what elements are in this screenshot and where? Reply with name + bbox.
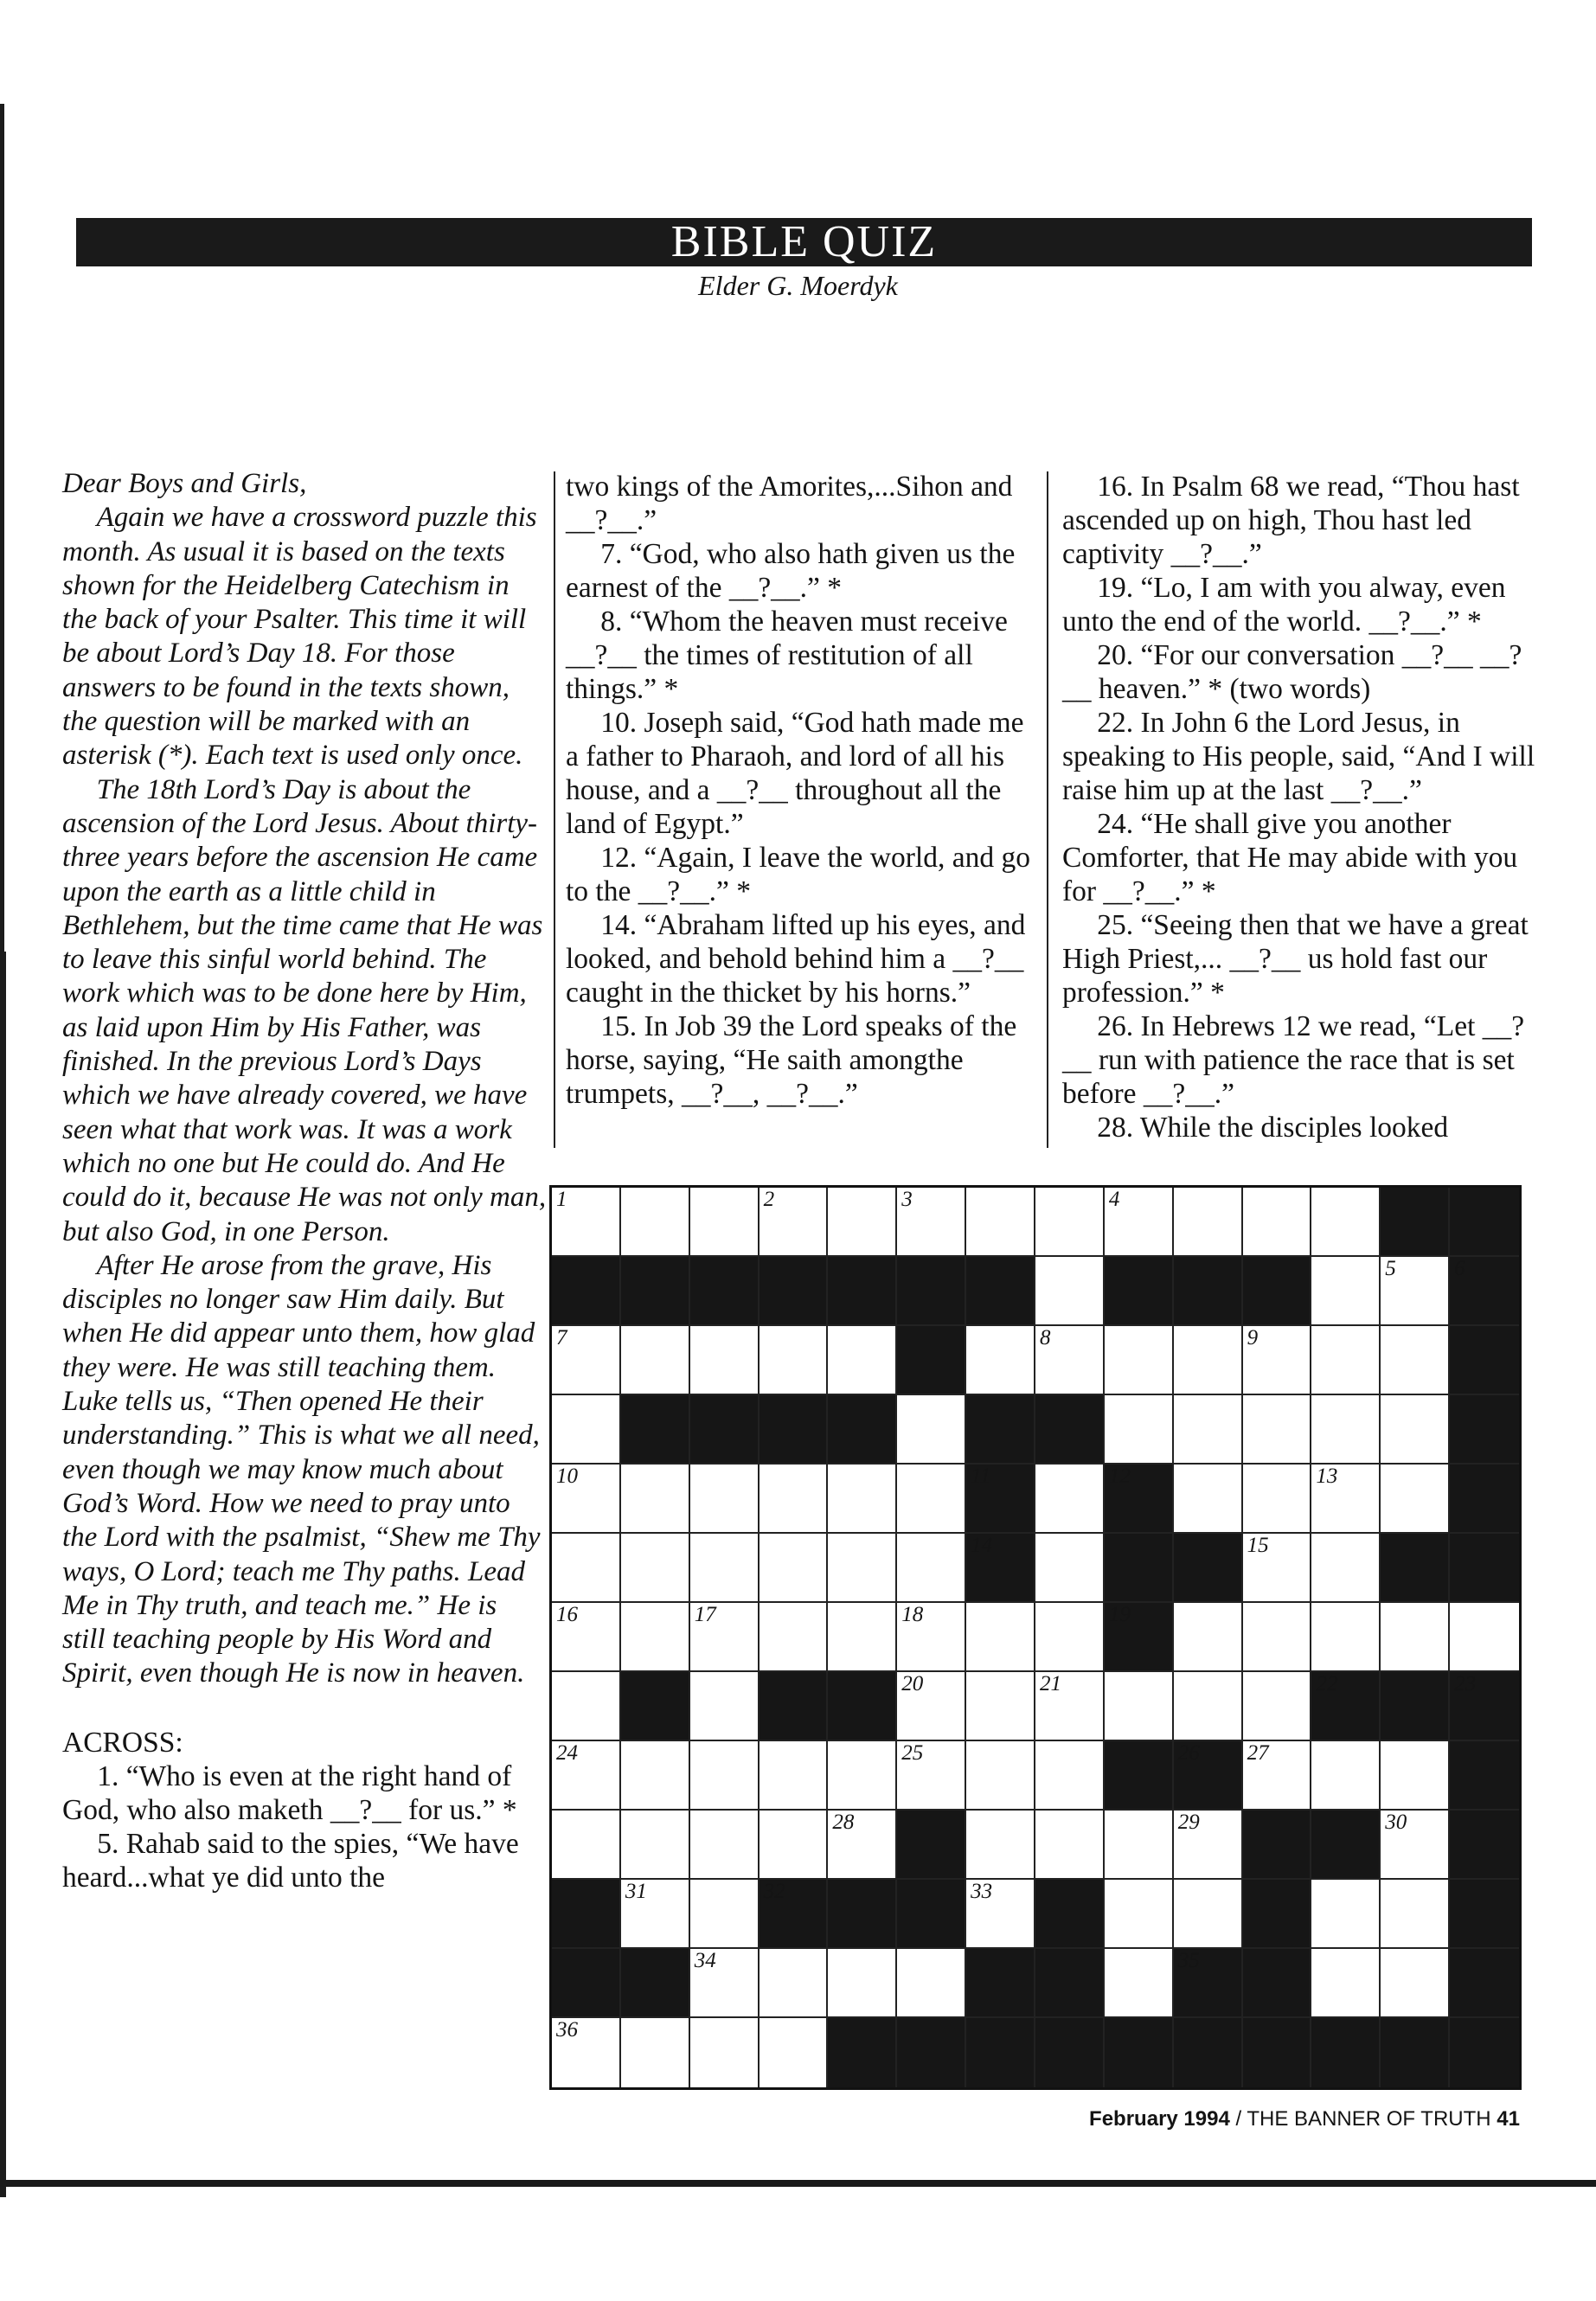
black-square xyxy=(621,1395,690,1465)
black-square xyxy=(897,2018,966,2087)
answer-square[interactable] xyxy=(897,1741,966,1811)
answer-square[interactable] xyxy=(1243,1188,1312,1257)
answer-square[interactable] xyxy=(1035,1741,1105,1811)
answer-square[interactable] xyxy=(1311,1741,1381,1811)
black-square xyxy=(828,2018,897,2087)
answer-square[interactable] xyxy=(1311,1257,1381,1326)
answer-square[interactable] xyxy=(552,1465,621,1534)
answer-square[interactable] xyxy=(621,1811,690,1880)
black-square xyxy=(1105,1465,1174,1534)
answer-square[interactable] xyxy=(1311,1949,1381,2018)
black-square xyxy=(1243,1257,1312,1326)
black-square xyxy=(1243,1811,1312,1880)
black-square xyxy=(1450,1188,1519,1257)
answer-square[interactable] xyxy=(897,1672,966,1741)
letter-paragraph: After He arose from the grave, His disciples no longer saw Him daily. But when He did appear unto them, how glad they were. He was still teaching them. Luke tells us, “Then opened He their understanding.” This is what we all need, even though we may know much about God’s Word. How we need to pray unto the Lord with the psalmist, “Shew me Thy ways, O Lord; teach me Thy paths. Lead Me in Thy truth, and teach me.” He is still teaching people by His Word and Spirit, even though He is now in heaven. xyxy=(62,1249,541,1689)
answer-square[interactable] xyxy=(1174,1672,1243,1741)
clue-5-across: 5. Rahab said to the spies, “We have heard...what ye did unto the xyxy=(62,1827,519,1894)
black-square xyxy=(1105,1257,1174,1326)
black-square xyxy=(966,2018,1035,2087)
black-square xyxy=(828,1395,897,1465)
clue-number: 9 xyxy=(1247,1326,1259,1349)
answer-square[interactable] xyxy=(966,1188,1035,1257)
black-square xyxy=(760,1257,829,1326)
answer-square[interactable] xyxy=(1035,1188,1105,1257)
clue-number: 10 xyxy=(556,1465,578,1488)
black-square xyxy=(1174,1949,1243,2018)
black-square xyxy=(1450,1326,1519,1395)
clue-number: 2 xyxy=(763,1188,775,1211)
clue-number: 1 xyxy=(556,1188,567,1211)
clue-26-across: 26. In Hebrews 12 we read, “Let __?__ run with patience the race that is set before __?__.” xyxy=(1062,1010,1525,1110)
clue-number: 29 xyxy=(1177,1811,1200,1834)
answer-square[interactable] xyxy=(690,2018,760,2087)
black-square xyxy=(897,1880,966,1949)
clue-number: 28 xyxy=(832,1811,855,1834)
answer-square[interactable] xyxy=(1035,1257,1105,1326)
answer-square[interactable] xyxy=(1381,1811,1450,1880)
black-square xyxy=(1450,1465,1519,1534)
answer-square[interactable] xyxy=(621,2018,690,2087)
answer-square[interactable] xyxy=(552,1395,621,1465)
letter-text xyxy=(62,467,547,1691)
answer-square[interactable] xyxy=(760,2018,829,2087)
clue-25-across: 25. “Seeing then that we have a great High Priest,... __?__ us hold fast our profession.” * xyxy=(1062,909,1529,1009)
answer-square[interactable] xyxy=(1450,1603,1519,1672)
black-square xyxy=(1174,1257,1243,1326)
clue-number: 32 xyxy=(763,1880,785,1903)
answer-square[interactable] xyxy=(897,1188,966,1257)
crossword-grid xyxy=(549,1185,1522,2090)
answer-square[interactable] xyxy=(621,1465,690,1534)
column-divider xyxy=(1047,471,1048,1148)
clue-14-across: 14. “Abraham lifted up his eyes, and looked, and behold behind him a __?__ caught in the thicket by his horns.” xyxy=(566,909,1026,1009)
answer-square[interactable] xyxy=(828,1188,897,1257)
answer-square[interactable] xyxy=(828,1534,897,1603)
answer-square[interactable] xyxy=(621,1603,690,1672)
answer-square[interactable] xyxy=(897,1395,966,1465)
author-byline: Elder G. Moerdyk xyxy=(698,270,898,301)
answer-square[interactable] xyxy=(552,1188,621,1257)
answer-square[interactable] xyxy=(760,1741,829,1811)
answer-square[interactable] xyxy=(828,1465,897,1534)
answer-square[interactable] xyxy=(966,1672,1035,1741)
clue-8-across: 8. “Whom the heaven must receive __?__ the times of restitution of all things.” * xyxy=(566,606,1008,705)
answer-square[interactable] xyxy=(897,1465,966,1534)
clue-number: 4 xyxy=(1108,1188,1120,1211)
clue-19-across: 19. “Lo, I am with you alway, even unto the end of the world. __?__.” * xyxy=(1062,572,1506,638)
answer-square[interactable] xyxy=(1105,1880,1174,1949)
clue-number: 34 xyxy=(694,1949,716,1972)
clue-number: 33 xyxy=(971,1880,993,1903)
answer-square[interactable] xyxy=(552,1326,621,1395)
clue-10-across: 10. Joseph said, “God hath made me a father to Pharaoh, and lord of all his house, and a __?__ throughout all the land of Egypt.” xyxy=(566,707,1024,840)
answer-square[interactable] xyxy=(966,1326,1035,1395)
answer-square[interactable] xyxy=(1035,1326,1105,1395)
black-square xyxy=(1035,2018,1105,2087)
black-square xyxy=(552,1880,621,1949)
answer-square[interactable] xyxy=(1381,1257,1450,1326)
black-square xyxy=(897,1811,966,1880)
answer-square[interactable] xyxy=(1174,1465,1243,1534)
answer-square[interactable] xyxy=(690,1741,760,1811)
clue-12-across: 12. “Again, I leave the world, and go to the __?__.” * xyxy=(566,842,1030,907)
answer-square[interactable] xyxy=(1311,1188,1381,1257)
black-square xyxy=(552,1257,621,1326)
clue-number: 11 xyxy=(971,1465,991,1488)
clue-24-across: 24. “He shall give you another Comforter, that He may abide with you for __?__.” * xyxy=(1062,808,1518,907)
across-heading: ACROSS: xyxy=(62,1726,183,1759)
answer-square[interactable] xyxy=(690,1603,760,1672)
answer-square[interactable] xyxy=(1035,1534,1105,1603)
black-square xyxy=(828,1257,897,1326)
answer-square[interactable] xyxy=(1105,1395,1174,1465)
black-square xyxy=(1381,1534,1450,1603)
clue-number: 6 xyxy=(1454,1257,1465,1280)
answer-square[interactable] xyxy=(621,1534,690,1603)
clue-number: 30 xyxy=(1385,1811,1407,1834)
letter-paragraph: The 18th Lord’s Day is about the ascension of the Lord Jesus. About thirty-three years before the ascension He came upon the earth as a little child in Bethlehem, but the time came that He was to leave this sinful world behind. The work which was to be done here by Him, as laid upon Him by His Father, was finished. In the previous Lord’s Days which we have already covered, we have seen what that work was. It was a work which no one but He could do. And He could do it, because He was not only man, but also God, in one Person. xyxy=(62,773,547,1247)
answer-square[interactable] xyxy=(690,1465,760,1534)
answer-square[interactable] xyxy=(1105,1188,1174,1257)
answer-square[interactable] xyxy=(690,1811,760,1880)
clue-16-across: 16. In Psalm 68 we read, “Thou hast ascended up on high, Thou hast led captivity __?__.” xyxy=(1062,471,1520,570)
answer-square[interactable] xyxy=(1311,1395,1381,1465)
black-square xyxy=(1381,2018,1450,2087)
page-number: 41 xyxy=(1497,2107,1520,2131)
answer-square[interactable] xyxy=(1174,1811,1243,1880)
answer-square[interactable] xyxy=(966,1603,1035,1672)
black-square xyxy=(1450,1395,1519,1465)
clue-number: 24 xyxy=(556,1741,578,1765)
answer-square[interactable] xyxy=(1174,1880,1243,1949)
answer-square[interactable] xyxy=(760,1188,829,1257)
black-square xyxy=(1174,1741,1243,1811)
black-square xyxy=(1035,1880,1105,1949)
answer-square[interactable] xyxy=(552,1741,621,1811)
answer-square[interactable] xyxy=(1105,1326,1174,1395)
answer-square[interactable] xyxy=(621,1741,690,1811)
answer-square[interactable] xyxy=(760,1534,829,1603)
answer-square[interactable] xyxy=(897,1603,966,1672)
clue-number: 13 xyxy=(1316,1465,1338,1488)
clue-1-across: 1. “Who is even at the right hand of God, who also maketh __?__ for us.” * xyxy=(62,1759,517,1826)
clue-number: 36 xyxy=(556,2018,578,2041)
answer-square[interactable] xyxy=(1381,1741,1450,1811)
clue-number: 31 xyxy=(625,1880,647,1903)
bottom-rule xyxy=(0,2180,1596,2187)
answer-square[interactable] xyxy=(760,1949,829,2018)
black-square xyxy=(966,1534,1035,1603)
answer-square[interactable] xyxy=(690,1188,760,1257)
answer-square[interactable] xyxy=(966,1811,1035,1880)
clue-number: 14 xyxy=(971,1534,993,1557)
right-column xyxy=(1062,470,1542,1144)
answer-square[interactable] xyxy=(1174,1395,1243,1465)
clue-number: 15 xyxy=(1247,1534,1269,1557)
answer-square[interactable] xyxy=(1035,1672,1105,1741)
answer-square[interactable] xyxy=(1381,1326,1450,1395)
answer-square[interactable] xyxy=(1105,1949,1174,2018)
clue-number: 8 xyxy=(1039,1326,1051,1349)
clue-15-across: 15. In Job 39 the Lord speaks of the horse, saying, “He saith amongthe trumpets, __?__, __?__.” xyxy=(566,1010,1017,1110)
clue-number: 27 xyxy=(1247,1741,1269,1765)
black-square xyxy=(1035,1395,1105,1465)
clue-number: 5 xyxy=(1385,1257,1396,1280)
answer-square[interactable] xyxy=(1311,1465,1381,1534)
clue-number: 19 xyxy=(1108,1603,1131,1626)
answer-square[interactable] xyxy=(1381,1949,1450,2018)
answer-square[interactable] xyxy=(1243,1603,1312,1672)
answer-square[interactable] xyxy=(1243,1395,1312,1465)
clue-number: 26 xyxy=(1177,1741,1200,1765)
black-square xyxy=(690,1395,760,1465)
answer-square[interactable] xyxy=(1311,1326,1381,1395)
publication-name: / THE BANNER OF TRUTH xyxy=(1229,2107,1497,2131)
left-column xyxy=(62,467,547,1894)
black-square xyxy=(1311,2018,1381,2087)
answer-square[interactable] xyxy=(690,1534,760,1603)
black-square xyxy=(1311,1811,1381,1880)
black-square xyxy=(966,1257,1035,1326)
black-square xyxy=(897,1326,966,1395)
clue-number: 16 xyxy=(556,1603,578,1626)
black-square xyxy=(1450,1257,1519,1326)
black-square xyxy=(1450,2018,1519,2087)
clue-5-continuation: two kings of the Amorites,...Sihon and __?__.” xyxy=(566,471,1013,536)
answer-square[interactable] xyxy=(1174,1603,1243,1672)
black-square xyxy=(1381,1672,1450,1741)
answer-square[interactable] xyxy=(897,1949,966,2018)
letter-greeting: Dear Boys and Girls, xyxy=(62,468,307,499)
black-square xyxy=(552,1949,621,2018)
clue-number: 7 xyxy=(556,1326,567,1349)
black-square xyxy=(1243,1880,1312,1949)
answer-square[interactable] xyxy=(828,1949,897,2018)
black-square xyxy=(1450,1534,1519,1603)
black-square xyxy=(1450,1672,1519,1741)
answer-square[interactable] xyxy=(1381,1880,1450,1949)
answer-square[interactable] xyxy=(552,1534,621,1603)
clue-number: 23 xyxy=(1454,1672,1477,1695)
answer-square[interactable] xyxy=(828,1741,897,1811)
issue-date: February 1994 xyxy=(1089,2107,1230,2131)
answer-square[interactable] xyxy=(1105,1811,1174,1880)
black-square xyxy=(621,1257,690,1326)
answer-square[interactable] xyxy=(760,1326,829,1395)
answer-square[interactable] xyxy=(1381,1603,1450,1672)
answer-square[interactable] xyxy=(552,1672,621,1741)
answer-square[interactable] xyxy=(760,1811,829,1880)
black-square xyxy=(966,1949,1035,2018)
black-square xyxy=(828,1880,897,1949)
binding-edge-lower xyxy=(0,952,6,2197)
black-square xyxy=(1174,1534,1243,1603)
answer-square[interactable] xyxy=(1035,1811,1105,1880)
column-divider xyxy=(554,471,555,1148)
black-square xyxy=(760,1672,829,1741)
black-square xyxy=(621,1672,690,1741)
answer-square[interactable] xyxy=(1381,1465,1450,1534)
clue-22-across: 22. In John 6 the Lord Jesus, in speaking to His people, said, “And I will raise him up at the last __?__.” xyxy=(1062,707,1535,806)
clue-number: 20 xyxy=(901,1672,924,1695)
black-square xyxy=(966,1395,1035,1465)
black-square xyxy=(1311,1672,1381,1741)
black-square xyxy=(1105,2018,1174,2087)
answer-square[interactable] xyxy=(828,1326,897,1395)
black-square xyxy=(1035,1949,1105,2018)
clue-number: 25 xyxy=(901,1741,924,1765)
answer-square[interactable] xyxy=(1035,1603,1105,1672)
answer-square[interactable] xyxy=(552,1811,621,1880)
answer-square[interactable] xyxy=(1243,1672,1312,1741)
black-square xyxy=(1450,1741,1519,1811)
middle-column xyxy=(566,470,1040,1111)
answer-square[interactable] xyxy=(621,1880,690,1949)
answer-square[interactable] xyxy=(897,1534,966,1603)
black-square xyxy=(690,1257,760,1326)
black-square xyxy=(760,1880,829,1949)
answer-square[interactable] xyxy=(1311,1880,1381,1949)
answer-square[interactable] xyxy=(760,1465,829,1534)
black-square xyxy=(1243,1949,1312,2018)
black-square xyxy=(828,1672,897,1741)
answer-square[interactable] xyxy=(621,1326,690,1395)
clue-20-across: 20. “For our conversation __?__ __?__ heaven.” * (two words) xyxy=(1062,639,1522,705)
clue-number: 21 xyxy=(1039,1672,1061,1695)
black-square xyxy=(1174,2018,1243,2087)
answer-square[interactable] xyxy=(1381,1395,1450,1465)
answer-square[interactable] xyxy=(690,1672,760,1741)
answer-square[interactable] xyxy=(966,1741,1035,1811)
answer-square[interactable] xyxy=(690,1326,760,1395)
clue-number: 22 xyxy=(1316,1672,1338,1695)
black-square xyxy=(1381,1188,1450,1257)
black-square xyxy=(760,1395,829,1465)
black-square xyxy=(1450,1811,1519,1880)
answer-square[interactable] xyxy=(552,2018,621,2087)
clue-number: 17 xyxy=(694,1603,716,1626)
black-square xyxy=(1450,1949,1519,2018)
answer-square[interactable] xyxy=(1174,1188,1243,1257)
answer-square[interactable] xyxy=(828,1603,897,1672)
clue-28-across: 28. While the disciples looked xyxy=(1097,1112,1449,1144)
black-square xyxy=(966,1465,1035,1534)
black-square xyxy=(1450,1880,1519,1949)
clue-number: 18 xyxy=(901,1603,924,1626)
clue-number: 3 xyxy=(901,1188,913,1211)
answer-square[interactable] xyxy=(1243,1741,1312,1811)
black-square xyxy=(1105,1741,1174,1811)
page-title: BIBLE QUIZ xyxy=(76,218,1532,266)
black-square xyxy=(1243,2018,1312,2087)
answer-square[interactable] xyxy=(621,1188,690,1257)
answer-square[interactable] xyxy=(1174,1326,1243,1395)
answer-square[interactable] xyxy=(1243,1326,1312,1395)
answer-square[interactable] xyxy=(552,1603,621,1672)
answer-square[interactable] xyxy=(1035,1465,1105,1534)
black-square xyxy=(1105,1534,1174,1603)
answer-square[interactable] xyxy=(828,1811,897,1880)
clue-number: 12 xyxy=(1108,1465,1131,1488)
black-square xyxy=(1105,1603,1174,1672)
answer-square[interactable] xyxy=(966,1880,1035,1949)
page-footer xyxy=(1089,2107,1520,2131)
clue-number: 35 xyxy=(1177,1949,1200,1972)
black-square xyxy=(621,1949,690,2018)
letter-paragraph: Again we have a crossword puzzle this month. As usual it is based on the texts shown for the Heidelberg Catechism in the back of your Psalter. This time it will be about Lord’s Day 18. For those answers to be found in the texts shown, the question will be marked with an asterisk (*). Each text is used only once. xyxy=(62,502,537,772)
answer-square[interactable] xyxy=(1105,1672,1174,1741)
answer-square[interactable] xyxy=(1243,1534,1312,1603)
clue-7-across: 7. “God, who also hath given us the earnest of the __?__.” * xyxy=(566,538,1016,604)
answer-square[interactable] xyxy=(1311,1603,1381,1672)
answer-square[interactable] xyxy=(760,1603,829,1672)
answer-square[interactable] xyxy=(1243,1465,1312,1534)
answer-square[interactable] xyxy=(690,1949,760,2018)
answer-square[interactable] xyxy=(1311,1534,1381,1603)
answer-square[interactable] xyxy=(690,1880,760,1949)
black-square xyxy=(897,1257,966,1326)
